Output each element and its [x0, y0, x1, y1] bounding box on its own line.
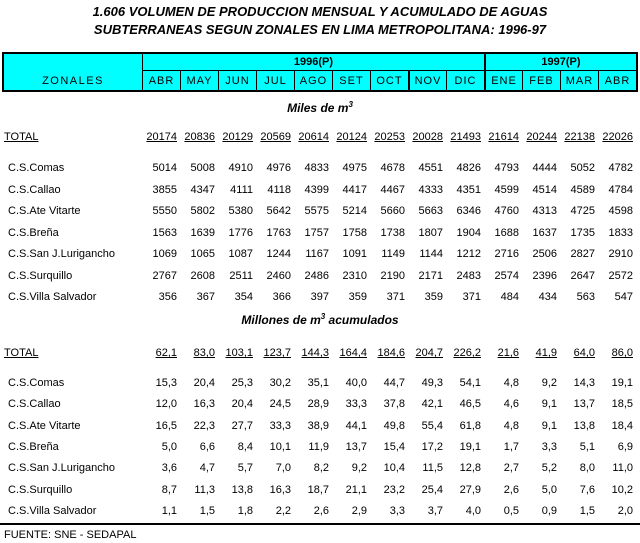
cell-value: 4333 [418, 184, 443, 196]
month-header-dic: DIC [446, 70, 484, 90]
cell-value: 22026 [602, 131, 633, 143]
cell-value: 7,6 [579, 484, 595, 496]
cell-value: 4,7 [199, 462, 215, 474]
cell-value: 6346 [456, 205, 481, 217]
cell-value: 2827 [570, 248, 595, 260]
page-title-line2: SUBTERRANEAS SEGUN ZONALES EN LIMA METROPOLITANA: 1996-97 [93, 22, 547, 37]
cell-value: 2767 [152, 270, 177, 282]
cell-value: 3,7 [427, 505, 443, 517]
cell-value: 1,8 [237, 505, 253, 517]
cell-value: 16,3 [193, 398, 215, 410]
cell-value: 484 [500, 291, 519, 303]
month-header-may: MAY [180, 70, 218, 90]
cell-value: 54,1 [459, 377, 481, 389]
cell-value: 12,8 [459, 462, 481, 474]
cell-value: 13,8 [573, 420, 595, 432]
cell-value: 2396 [532, 270, 557, 282]
cell-value: 3,6 [161, 462, 177, 474]
cell-value: 123,7 [263, 347, 291, 359]
cell-value: 4678 [380, 162, 405, 174]
table-row [4, 505, 636, 518]
cell-value: 4833 [304, 162, 329, 174]
cell-value: 1639 [190, 227, 215, 239]
table-total-row [4, 131, 636, 144]
cell-value: 86,0 [611, 347, 633, 359]
cell-value: 4598 [608, 205, 633, 217]
table-row [4, 377, 636, 390]
cell-value: 1637 [532, 227, 557, 239]
cell-value: 2171 [418, 270, 443, 282]
cell-value: 2608 [190, 270, 215, 282]
cell-value: 27,7 [231, 420, 253, 432]
cell-value: 4118 [267, 184, 291, 196]
cell-value: 6,6 [199, 441, 215, 453]
cell-value: 563 [576, 291, 595, 303]
cell-value: 41,9 [535, 347, 557, 359]
footer-divider [0, 523, 640, 525]
cell-value: 30,2 [269, 377, 291, 389]
cell-value: 4910 [228, 162, 253, 174]
cell-value: 8,2 [313, 462, 329, 474]
cell-value: 4347 [190, 184, 215, 196]
cell-value: 1758 [342, 227, 367, 239]
cell-value: 19,1 [611, 377, 633, 389]
cell-value: 0,9 [541, 505, 557, 517]
cell-value: 1065 [190, 248, 215, 260]
table-row [4, 441, 636, 454]
row-label: C.S.Ate Vitarte [8, 420, 81, 432]
table-total-row [4, 347, 636, 360]
cell-value: 2572 [608, 270, 633, 282]
cell-value: 9,2 [541, 377, 557, 389]
cell-value: 16,3 [269, 484, 291, 496]
cell-value: 4976 [266, 162, 291, 174]
cell-value: 20028 [412, 131, 443, 143]
cell-value: 5575 [304, 205, 329, 217]
cell-value: 13,7 [345, 441, 367, 453]
row-label: C.S.Comas [8, 162, 65, 174]
cell-value: 8,7 [161, 484, 177, 496]
cell-value: 5660 [380, 205, 405, 217]
cell-value: 1149 [381, 248, 405, 260]
cell-value: 15,3 [155, 377, 177, 389]
cell-value: 8,4 [237, 441, 253, 453]
cell-value: 4793 [494, 162, 519, 174]
cell-value: 4467 [380, 184, 405, 196]
cell-value: 4599 [494, 184, 519, 196]
month-header-feb: FEB [522, 70, 560, 90]
cell-value: 15,4 [383, 441, 405, 453]
month-header-abr-1997: ABR [598, 70, 636, 90]
cell-value: 9,2 [351, 462, 367, 474]
cell-value: 27,9 [459, 484, 481, 496]
month-header-abr-1996: ABR [142, 70, 180, 90]
cell-value: 20174 [146, 131, 177, 143]
cell-value: 359 [348, 291, 367, 303]
cell-value: 164,4 [339, 347, 367, 359]
section-title-millones [0, 312, 640, 327]
cell-value: 5,7 [237, 462, 253, 474]
cell-value: 13,8 [231, 484, 253, 496]
cell-value: 1738 [380, 227, 405, 239]
row-label: C.S.Villa Salvador [8, 291, 97, 303]
cell-value: 1757 [304, 227, 329, 239]
cell-value: 4351 [456, 184, 481, 196]
section-title-millones-suffix: acumulados [325, 313, 399, 327]
cell-value: 1833 [608, 227, 633, 239]
month-header-mar: MAR [560, 70, 598, 90]
cell-value: 1087 [228, 248, 253, 260]
cell-value: 20129 [222, 131, 253, 143]
cell-value: 3855 [152, 184, 177, 196]
cell-value: 1069 [152, 248, 177, 260]
cell-value: 2574 [494, 270, 519, 282]
cell-value: 184,6 [377, 347, 405, 359]
cell-value: 14,3 [573, 377, 595, 389]
cell-value: 20569 [260, 131, 291, 143]
cell-value: 359 [424, 291, 443, 303]
cell-value: 1776 [228, 227, 253, 239]
cell-value: 4514 [532, 184, 557, 196]
cell-value: 42,1 [421, 398, 443, 410]
source-note: FUENTE: SNE - SEDAPAL [4, 529, 137, 541]
cell-value: 49,3 [421, 377, 443, 389]
cell-value: 21,1 [345, 484, 367, 496]
cell-value: 2310 [342, 270, 367, 282]
page-title [0, 3, 640, 39]
cell-value: 22,3 [193, 420, 215, 432]
cell-value: 10,4 [383, 462, 405, 474]
cell-value: 4,8 [503, 420, 519, 432]
cell-value: 2910 [608, 248, 633, 260]
zonales-header: ZONALES [42, 75, 104, 87]
cell-value: 2486 [304, 270, 329, 282]
table-row [4, 205, 636, 218]
table-row [4, 398, 636, 411]
cell-value: 1807 [418, 227, 443, 239]
section-title-miles-sup: 3 [348, 100, 353, 109]
cell-value: 7,0 [275, 462, 291, 474]
cell-value: 2,2 [275, 505, 291, 517]
cell-value: 61,8 [459, 420, 481, 432]
cell-value: 2,0 [617, 505, 633, 517]
cell-value: 83,0 [193, 347, 215, 359]
row-label: C.S.Breña [8, 441, 59, 453]
cell-value: 11,0 [612, 462, 633, 474]
cell-value: 5214 [342, 205, 367, 217]
cell-value: 11,3 [194, 484, 215, 496]
table-row [4, 248, 636, 261]
cell-value: 2,9 [351, 505, 367, 517]
cell-value: 3,3 [389, 505, 405, 517]
cell-value: 49,8 [383, 420, 405, 432]
cell-value: 13,7 [573, 398, 595, 410]
row-label: C.S.Ate Vitarte [8, 205, 81, 217]
cell-value: 64,0 [573, 347, 595, 359]
cell-value: 33,3 [269, 420, 291, 432]
row-label: C.S.San J.Lurigancho [8, 462, 116, 474]
table-row [4, 484, 636, 497]
cell-value: 371 [386, 291, 405, 303]
row-label: C.S.Callao [8, 398, 61, 410]
row-label: C.S.Villa Salvador [8, 505, 97, 517]
month-header-nov: NOV [408, 70, 446, 90]
cell-value: 356 [158, 291, 177, 303]
cell-value: 1735 [570, 227, 595, 239]
cell-value: 44,7 [383, 377, 405, 389]
cell-value: 0,5 [503, 505, 519, 517]
cell-value: 367 [196, 291, 215, 303]
cell-value: 62,1 [155, 347, 177, 359]
cell-value: 5663 [418, 205, 443, 217]
cell-value: 37,8 [383, 398, 405, 410]
cell-value: 8,0 [579, 462, 595, 474]
cell-value: 2483 [456, 270, 481, 282]
cell-value: 1904 [456, 227, 481, 239]
cell-value: 25,3 [231, 377, 253, 389]
group-header-1996: 1996(P) [142, 54, 484, 70]
cell-value: 5802 [190, 205, 215, 217]
table-row [4, 420, 636, 433]
cell-value: 1144 [419, 248, 443, 260]
cell-value: 2,7 [503, 462, 519, 474]
month-header-ene: ENE [484, 70, 522, 90]
cell-value: 103,1 [225, 347, 253, 359]
cell-value: 18,5 [611, 398, 633, 410]
table-row [4, 162, 636, 175]
cell-value: 38,9 [307, 420, 329, 432]
cell-value: 20124 [336, 131, 367, 143]
cell-value: 4313 [532, 205, 557, 217]
cell-value: 366 [272, 291, 291, 303]
cell-value: 18,4 [611, 420, 633, 432]
cell-value: 4826 [456, 162, 481, 174]
cell-value: 5052 [570, 162, 595, 174]
cell-value: 16,5 [155, 420, 177, 432]
group-header-1997: 1997(P) [484, 54, 636, 70]
cell-value: 10,2 [611, 484, 633, 496]
cell-value: 5380 [228, 205, 253, 217]
cell-value: 28,9 [307, 398, 329, 410]
cell-value: 19,1 [459, 441, 481, 453]
cell-value: 1212 [456, 248, 481, 260]
cell-value: 1688 [494, 227, 519, 239]
cell-value: 10,1 [269, 441, 291, 453]
table-row [4, 184, 636, 197]
cell-value: 23,2 [383, 484, 405, 496]
cell-value: 6,9 [617, 441, 633, 453]
cell-value: 2460 [266, 270, 291, 282]
cell-value: 2716 [494, 248, 519, 260]
cell-value: 21,6 [497, 347, 519, 359]
month-header-jun: JUN [218, 70, 256, 90]
cell-value: 1244 [266, 248, 291, 260]
table-row [4, 227, 636, 240]
section-title-millones-text: Millones de m [241, 313, 321, 327]
cell-value: 4417 [342, 184, 367, 196]
cell-value: 4551 [418, 162, 443, 174]
cell-value: 22138 [564, 131, 595, 143]
cell-value: 1563 [152, 227, 177, 239]
cell-value: 4725 [570, 205, 595, 217]
table-row [4, 270, 636, 283]
cell-value: 2647 [570, 270, 595, 282]
cell-value: 2,6 [503, 484, 519, 496]
table-row [4, 462, 636, 475]
cell-value: 21493 [450, 131, 481, 143]
cell-value: 4111 [230, 184, 253, 196]
cell-value: 20244 [526, 131, 557, 143]
cell-value: 20614 [298, 131, 329, 143]
cell-value: 9,1 [541, 420, 557, 432]
cell-value: 5,0 [541, 484, 557, 496]
cell-value: 11,9 [308, 441, 329, 453]
cell-value: 1,7 [503, 441, 519, 453]
cell-value: 4,0 [465, 505, 481, 517]
cell-value: 397 [310, 291, 329, 303]
cell-value: 20,4 [193, 377, 215, 389]
cell-value: 4399 [304, 184, 329, 196]
cell-value: 371 [462, 291, 481, 303]
cell-value: 4760 [494, 205, 519, 217]
cell-value: 4782 [608, 162, 633, 174]
row-label: C.S.Callao [8, 184, 61, 196]
cell-value: 4589 [570, 184, 595, 196]
row-label: TOTAL [4, 347, 39, 359]
cell-value: 20253 [374, 131, 405, 143]
month-header-set: SET [332, 70, 370, 90]
cell-value: 35,1 [307, 377, 329, 389]
cell-value: 144,3 [301, 347, 329, 359]
cell-value: 226,2 [453, 347, 481, 359]
cell-value: 204,7 [415, 347, 443, 359]
cell-value: 5,0 [161, 441, 177, 453]
row-label: C.S.San J.Lurigancho [8, 248, 116, 260]
cell-value: 44,1 [345, 420, 367, 432]
cell-value: 4,6 [503, 398, 519, 410]
row-label: C.S.Breña [8, 227, 59, 239]
cell-value: 3,3 [541, 441, 557, 453]
cell-value: 2511 [229, 270, 253, 282]
cell-value: 11,5 [422, 462, 443, 474]
cell-value: 20,4 [231, 398, 253, 410]
cell-value: 4444 [532, 162, 557, 174]
cell-value: 5642 [266, 205, 291, 217]
cell-value: 1091 [342, 248, 367, 260]
cell-value: 12,0 [155, 398, 177, 410]
section-title-miles-text: Miles de m [287, 101, 349, 115]
section-title-millones-sup: 3 [320, 312, 326, 321]
cell-value: 1,5 [579, 505, 595, 517]
cell-value: 5,2 [541, 462, 557, 474]
month-header-ago: AGO [294, 70, 332, 90]
cell-value: 40,0 [345, 377, 367, 389]
cell-value: 25,4 [421, 484, 443, 496]
cell-value: 4784 [608, 184, 633, 196]
cell-value: 547 [614, 291, 633, 303]
section-title-miles [0, 100, 640, 115]
row-label: C.S.Surquillo [8, 484, 73, 496]
cell-value: 20836 [184, 131, 215, 143]
row-label: C.S.Comas [8, 377, 65, 389]
cell-value: 4975 [342, 162, 367, 174]
cell-value: 5550 [152, 205, 177, 217]
month-header-jul: JUL [256, 70, 294, 90]
cell-value: 354 [234, 291, 253, 303]
cell-value: 5008 [190, 162, 215, 174]
cell-value: 5014 [152, 162, 177, 174]
row-label: TOTAL [4, 131, 39, 143]
cell-value: 5,1 [579, 441, 595, 453]
cell-value: 24,5 [269, 398, 291, 410]
cell-value: 4,8 [503, 377, 519, 389]
cell-value: 55,4 [421, 420, 443, 432]
cell-value: 9,1 [541, 398, 557, 410]
cell-value: 434 [538, 291, 557, 303]
cell-value: 21614 [488, 131, 519, 143]
table-header [2, 52, 638, 92]
cell-value: 33,3 [345, 398, 367, 410]
month-header-oct: OCT [370, 70, 408, 90]
cell-value: 1,5 [199, 505, 215, 517]
table-row [4, 291, 636, 304]
cell-value: 17,2 [421, 441, 443, 453]
cell-value: 1167 [305, 248, 329, 260]
page-title-line1: 1.606 VOLUMEN DE PRODUCCION MENSUAL Y ACUMULADO DE AGUAS [92, 4, 548, 19]
cell-value: 2190 [380, 270, 405, 282]
cell-value: 2,6 [313, 505, 329, 517]
row-label: C.S.Surquillo [8, 270, 73, 282]
cell-value: 1,1 [161, 505, 177, 517]
cell-value: 2506 [532, 248, 557, 260]
cell-value: 46,5 [459, 398, 481, 410]
cell-value: 18,7 [307, 484, 329, 496]
cell-value: 1763 [266, 227, 291, 239]
